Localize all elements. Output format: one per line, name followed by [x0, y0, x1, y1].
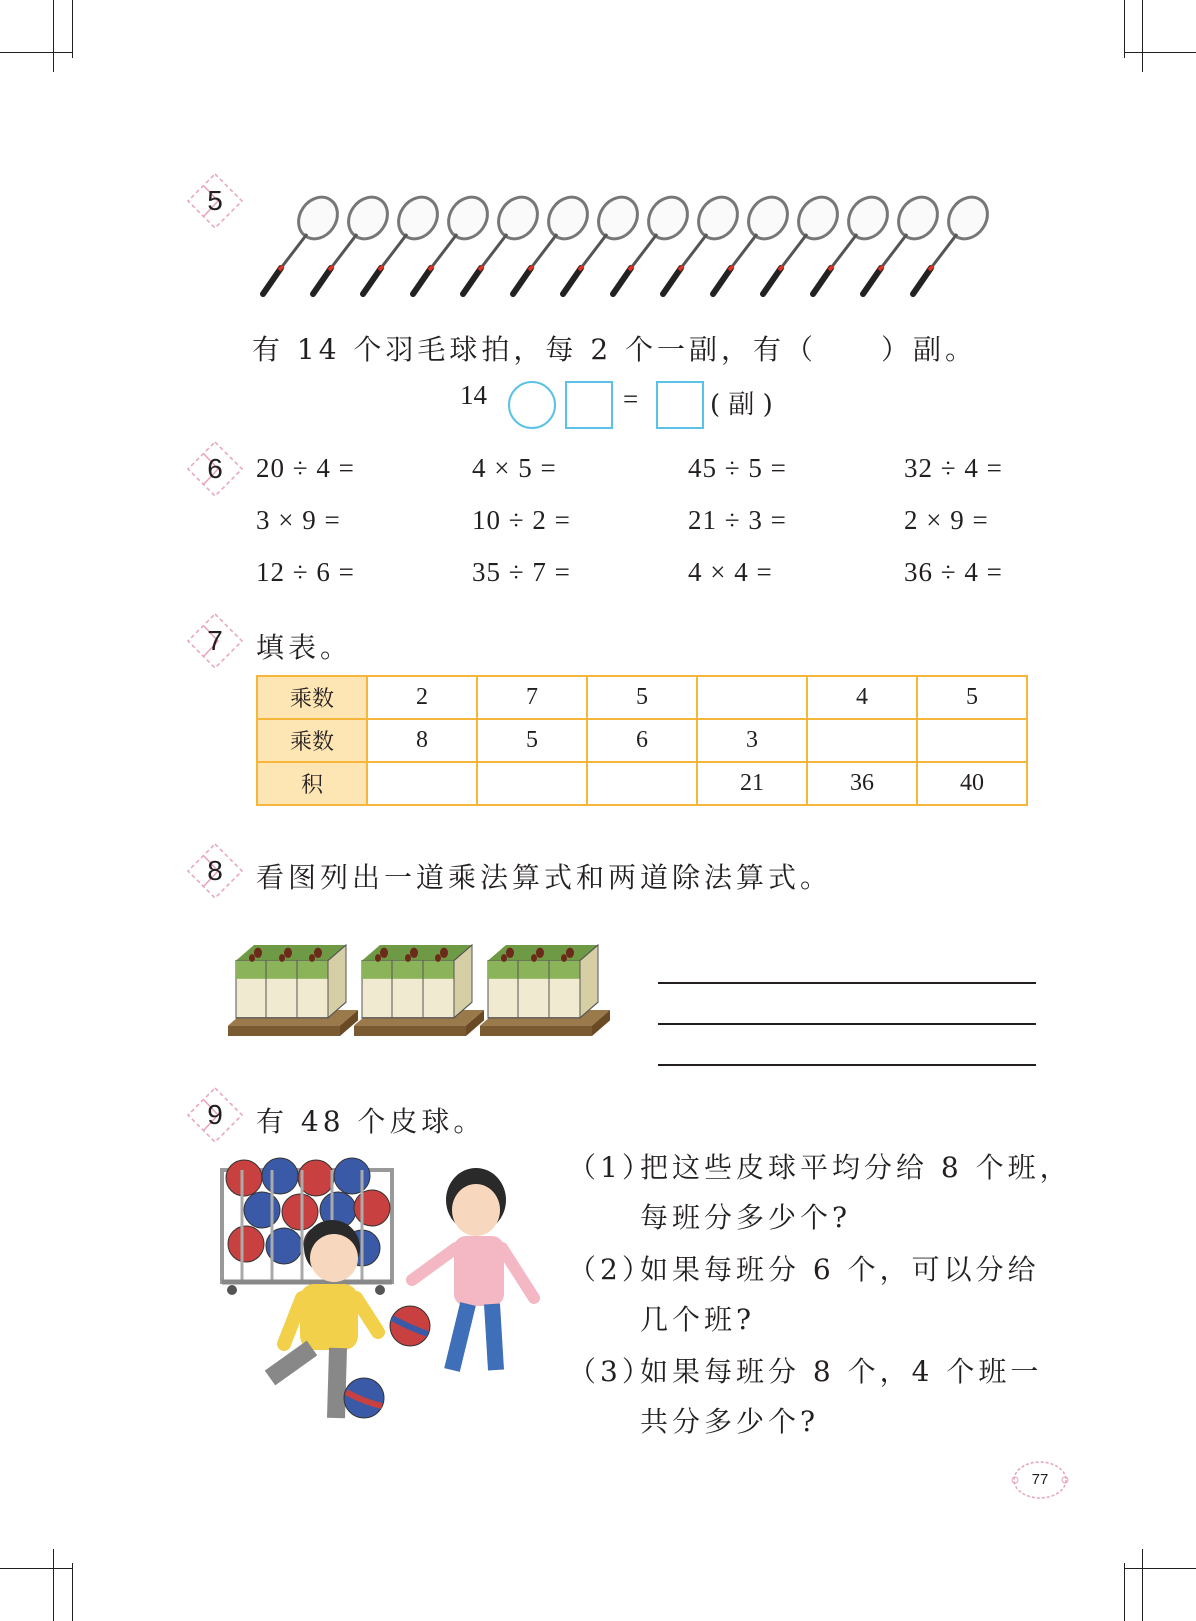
- table-row: [257, 719, 1027, 762]
- operator-answer-circle[interactable]: [508, 381, 556, 429]
- problem-9-title: 有 48 个皮球。: [256, 1105, 486, 1138]
- row-header: 乘数: [257, 719, 367, 762]
- page-number: 77: [1031, 1471, 1049, 1488]
- problem-7-badge: 7: [186, 612, 244, 670]
- calc-item: 2 × 9 =: [904, 505, 989, 535]
- table-cell-blank[interactable]: [697, 676, 807, 719]
- children-with-balls-illustration: [212, 1148, 572, 1448]
- question-1-line-1: 把这些皮球平均分给 8 个班，: [640, 1151, 1072, 1184]
- table-cell: 21: [697, 762, 807, 805]
- table-cell-blank[interactable]: [587, 762, 697, 805]
- ball-icon: [390, 1306, 430, 1346]
- table-cell: 4: [807, 676, 917, 719]
- result-answer-box[interactable]: [656, 381, 704, 429]
- question-2-line-1: 如果每班分 6 个，可以分给: [640, 1253, 1040, 1286]
- question-1-line-2: 每班分多少个?: [640, 1201, 852, 1234]
- badminton-rackets-illustration: [255, 190, 1015, 310]
- ball-cart-icon: [222, 1158, 392, 1295]
- problem-5-equals: =: [623, 384, 639, 414]
- problem-5-unit: ( 副 ): [710, 390, 773, 420]
- row-header: 乘数: [257, 676, 367, 719]
- ball-icon: [344, 1378, 384, 1418]
- problem-9-badge: 9: [186, 1086, 244, 1144]
- question-3-label: （3）: [568, 1355, 654, 1388]
- question-2-line-2: 几个班?: [640, 1303, 756, 1336]
- table-cell: 5: [587, 676, 697, 719]
- question-2-label: （2）: [568, 1253, 654, 1286]
- table-cell: 7: [477, 676, 587, 719]
- problem-5-badge: 5: [186, 172, 244, 230]
- question-1-label: （1）: [568, 1151, 654, 1184]
- table-cell: 8: [367, 719, 477, 762]
- cake-box-icon: [354, 945, 484, 1036]
- calc-item: 3 × 9 =: [256, 505, 341, 535]
- calc-item: 4 × 5 =: [472, 453, 557, 483]
- answer-line-2[interactable]: [658, 1023, 1036, 1025]
- question-3-line-1: 如果每班分 8 个，4 个班一: [640, 1355, 1043, 1388]
- table-cell: 6: [587, 719, 697, 762]
- table-cell: 36: [807, 762, 917, 805]
- calc-item: 45 ÷ 5 =: [688, 453, 787, 483]
- question-3-line-2: 共分多少个?: [640, 1405, 820, 1438]
- table-cell: 2: [367, 676, 477, 719]
- problem-8-badge: 8: [186, 842, 244, 900]
- calc-item: 21 ÷ 3 =: [688, 505, 787, 535]
- table-cell-blank[interactable]: [367, 762, 477, 805]
- table-cell: 5: [917, 676, 1027, 719]
- table-cell: 5: [477, 719, 587, 762]
- cake-box-icon: [228, 945, 358, 1036]
- answer-line-1[interactable]: [658, 982, 1036, 984]
- divisor-answer-box[interactable]: [565, 381, 613, 429]
- calc-item: 32 ÷ 4 =: [904, 453, 1003, 483]
- table-cell-blank[interactable]: [477, 762, 587, 805]
- page-number-badge: [1010, 1458, 1070, 1502]
- problem-8-title: 看图列出一道乘法算式和两道除法算式。: [256, 861, 833, 894]
- cake-box-icon: [480, 945, 610, 1036]
- table-cell: 40: [917, 762, 1027, 805]
- calc-item: 10 ÷ 2 =: [472, 505, 571, 535]
- table-cell-blank[interactable]: [917, 719, 1027, 762]
- cake-boxes-illustration: [228, 912, 628, 1062]
- problem-5-text: 有 14 个羽毛球拍，每 2 个一副，有（ ）副。: [252, 333, 978, 366]
- calc-item: 4 × 4 =: [688, 557, 773, 587]
- table-row: [257, 676, 1027, 719]
- row-header: 积: [257, 762, 367, 805]
- table-row: [257, 762, 1027, 805]
- problem-6-badge: 6: [186, 440, 244, 498]
- calc-item: 35 ÷ 7 =: [472, 557, 571, 587]
- problem-5-eq-left: 14: [460, 380, 487, 410]
- problem-7-title: 填表。: [256, 631, 353, 664]
- table-cell: 3: [697, 719, 807, 762]
- calc-item: 12 ÷ 6 =: [256, 557, 355, 587]
- badminton-racket-icon: [263, 190, 345, 294]
- girl-figure-icon: [412, 1168, 534, 1370]
- answer-line-3[interactable]: [658, 1064, 1036, 1066]
- fill-in-table: [256, 675, 1028, 806]
- calc-item: 20 ÷ 4 =: [256, 453, 355, 483]
- table-cell-blank[interactable]: [807, 719, 917, 762]
- calc-item: 36 ÷ 4 =: [904, 557, 1003, 587]
